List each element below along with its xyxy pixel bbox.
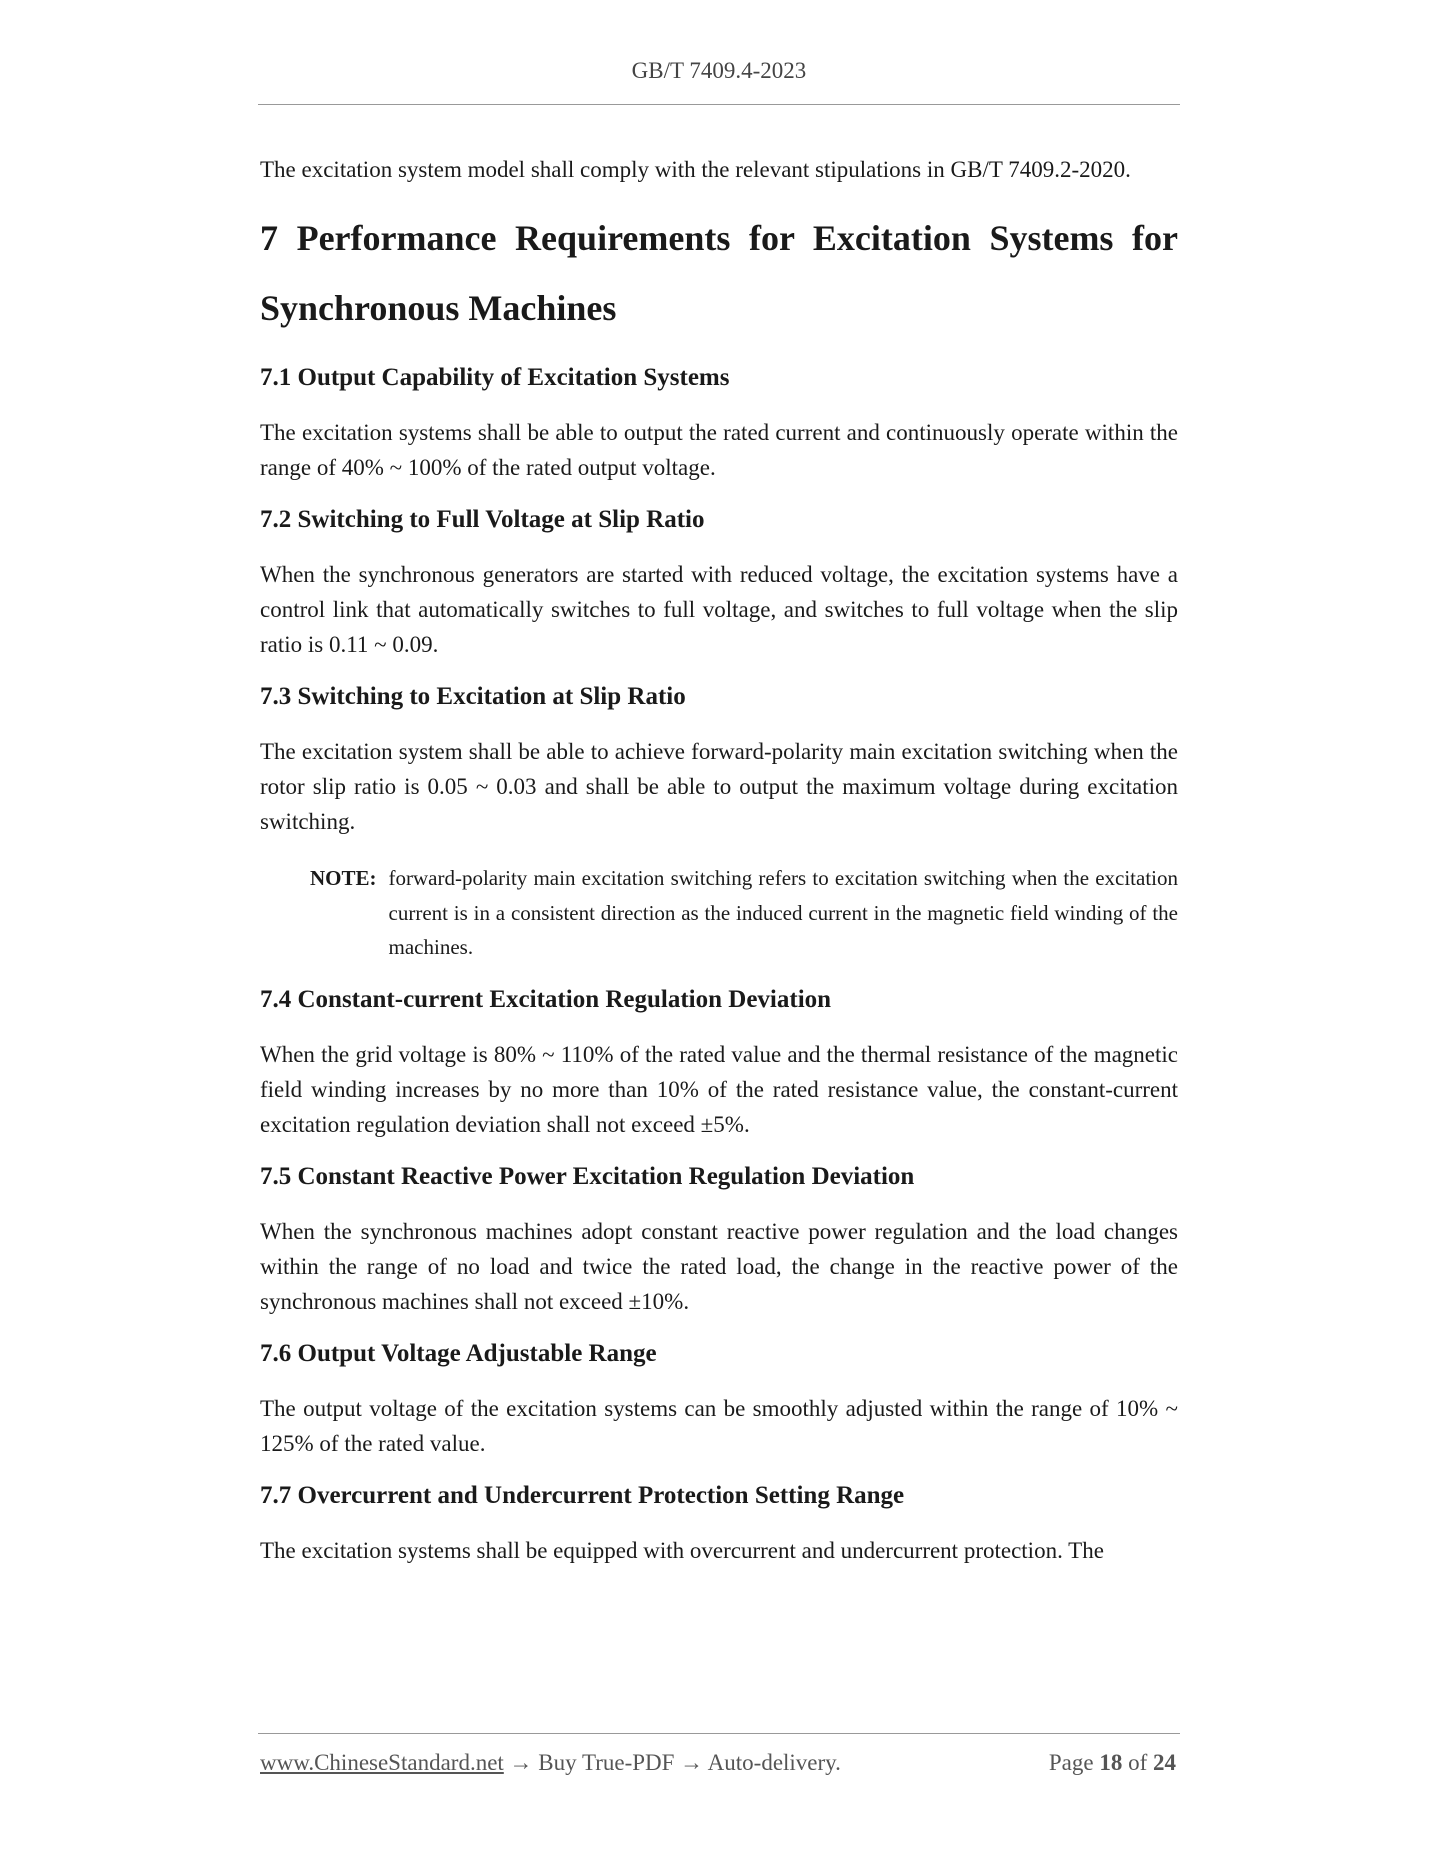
note-text: forward-polarity main excitation switching refers to excitation switching when the excitation current is in a consistent direction as the induced current in the magnetic field winding of the machines. xyxy=(388,866,1178,959)
section-title-7-4: 7.4 Constant-current Excitation Regulation Deviation xyxy=(260,985,832,1013)
section-title-7-7: 7.7 Overcurrent and Undercurrent Protection Setting Range xyxy=(260,1481,905,1509)
section-text-7-4: When the grid voltage is 80% ~ 110% of the rated value and the thermal resistance of the magnetic field winding increases by no more than 10% of the rated resistance value, the constant-current excitation regulation deviation shall not exceed ±5%. xyxy=(260,1041,1178,1137)
section-title-7-5: 7.5 Constant Reactive Power Excitation Regulation Deviation xyxy=(260,1162,915,1190)
intro-paragraph: The excitation system model shall comply with the relevant stipulations in GB/T 7409.2-2020. xyxy=(260,157,1131,182)
chapter-title: 7 Performance Requirements for Excitation Systems for Synchronous Machines xyxy=(260,218,1178,328)
section-text-7-5: When the synchronous machines adopt constant reactive power regulation and the load changes within the range of no load and twice the rated load, the change in the reactive power of the synchronous machines shall not exceed ±10%. xyxy=(260,1218,1178,1314)
section-text-7-6: The output voltage of the excitation systems can be smoothly adjusted within the range of 10% ~ 125% of the rated value. xyxy=(260,1395,1178,1456)
section-text-7-1: The excitation systems shall be able to output the rated current and continuously operate within the range of 40% ~ 100% of the rated output voltage. xyxy=(260,420,1178,480)
note-label: NOTE: xyxy=(310,866,377,890)
section-title-7-6: 7.6 Output Voltage Adjustable Range xyxy=(260,1339,657,1367)
section-title-7-3: 7.3 Switching to Excitation at Slip Ratio xyxy=(260,683,686,710)
page-number xyxy=(1049,1750,1176,1776)
total-pages: 24 xyxy=(1153,1750,1176,1775)
website-link[interactable]: www.ChineseStandard.net xyxy=(260,1750,504,1775)
document-id-header: GB/T 7409.4-2023 xyxy=(631,58,807,83)
current-page: 18 xyxy=(1099,1750,1123,1775)
footer-promo xyxy=(260,1750,841,1776)
page-word: Page xyxy=(1048,1750,1094,1775)
header-divider xyxy=(258,104,1180,105)
page-content xyxy=(260,140,1178,1568)
section-title-7-1: 7.1 Output Capability of Excitation Systems xyxy=(260,364,730,391)
footer-divider xyxy=(258,1733,1180,1734)
section-text-7-7: The excitation systems shall be equipped with overcurrent and undercurrent protection. The xyxy=(260,1537,1104,1563)
page-footer xyxy=(260,1750,1176,1776)
section-text-7-3: The excitation system shall be able to achieve forward-polarity main excitation switching when the rotor slip ratio is 0.05 ~ 0.03 and shall be able to output the maximum voltage during excitation switching. xyxy=(260,739,1178,834)
section-text-7-2: When the synchronous generators are started with reduced voltage, the excitation systems have a control link that automatically switches to full voltage, and switches to full voltage when the slip ratio is 0.11 ~ 0.09. xyxy=(260,562,1178,657)
of-word: of xyxy=(1128,1750,1148,1775)
section-title-7-2: 7.2 Switching to Full Voltage at Slip Ratio xyxy=(260,506,705,533)
footer-tagline: → Buy True-PDF → Auto-delivery. xyxy=(503,1750,841,1775)
note-block xyxy=(260,861,1178,965)
